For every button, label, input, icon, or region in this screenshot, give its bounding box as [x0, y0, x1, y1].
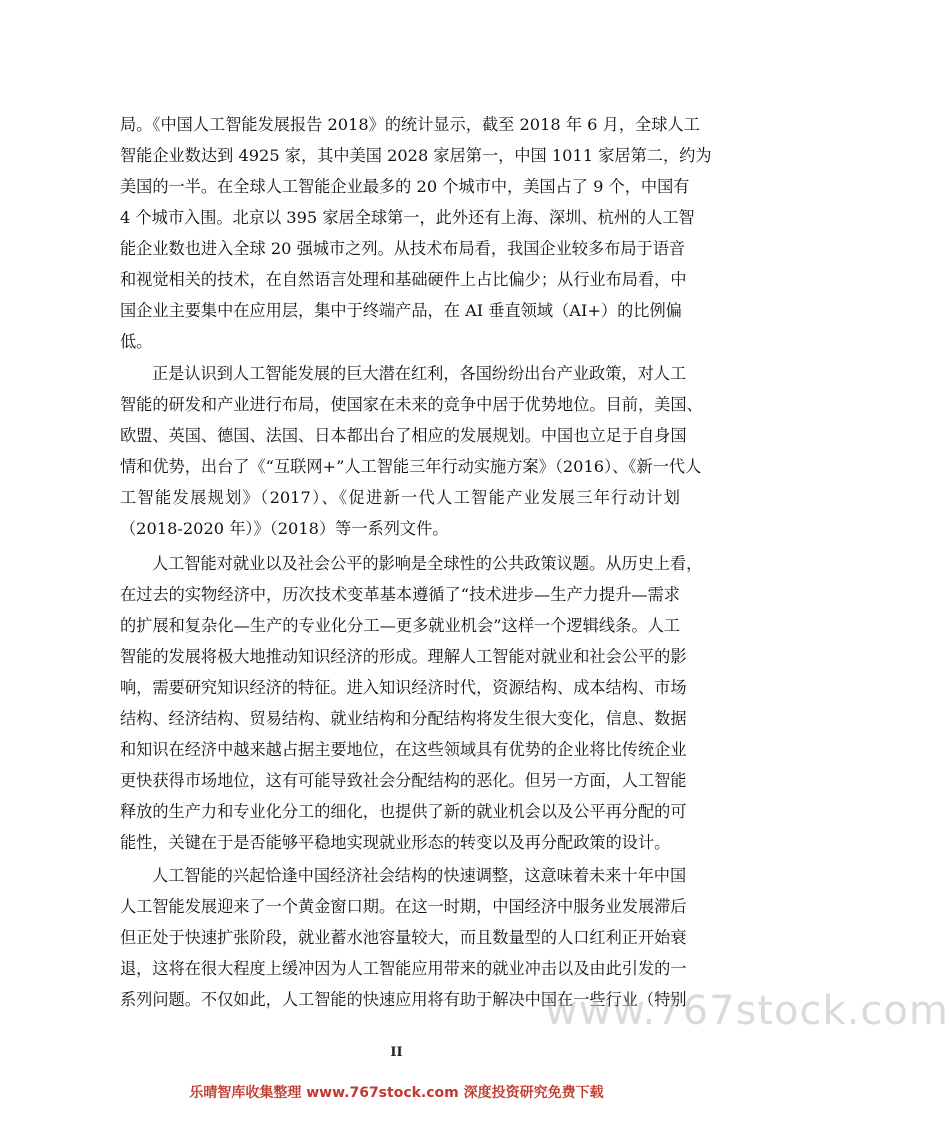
paragraph-line: 和知识在经济中越来越占据主要地位，在这些领域具有优势的企业将比传统企业	[120, 740, 687, 759]
paragraph-line: 但正处于快速扩张阶段，就业蓄水池容量较大，而且数量型的人口红利正开始衰	[120, 928, 687, 947]
paragraph-line: 智能的发展将极大地推动知识经济的形成。理解人工智能对就业和社会公平的影	[120, 647, 687, 666]
paragraph-line: 人工智能的兴起恰逢中国经济社会结构的快速调整，这意味着未来十年中国	[152, 866, 687, 885]
paragraph-line: 低。	[120, 332, 153, 351]
paragraph-line: 更快获得市场地位，这有可能导致社会分配结构的恶化。但另一方面，人工智能	[120, 771, 687, 790]
paragraph-line: 国企业主要集中在应用层，集中于终端产品，在 AI 垂直领域（AI+）的比例偏	[120, 301, 682, 320]
paragraph-line: 系列问题。不仅如此，人工智能的快速应用将有助于解决中国在一些行业（特别	[120, 990, 687, 1009]
paragraph-line: 在过去的实物经济中，历次技术变革基本遵循了“技术进步—生产力提升—需求	[120, 585, 680, 604]
paragraph-line: 响，需要研究知识经济的特征。进入知识经济时代，资源结构、成本结构、市场	[120, 678, 687, 697]
paragraph-line: 工智能发展规划》（2017）、《促进新一代人工智能产业发展三年行动计划	[120, 488, 680, 507]
paragraph-line: （2018-2020 年）》（2018）等一系列文件。	[120, 519, 449, 538]
paragraph-line: 智能的研发和产业进行布局，使国家在未来的竞争中居于优势地位。目前，美国、	[120, 395, 703, 414]
paragraph-line: 人工智能对就业以及社会公平的影响是全球性的公共政策议题。从历史上看，	[152, 554, 703, 573]
watermark: www.767stock.com	[545, 988, 949, 1034]
paragraph-line: 局。《中国人工智能发展报告 2018》的统计显示，截至 2018 年 6 月，全球人工	[120, 115, 700, 134]
footer-left-text: 乐晴智库收集整理	[189, 1085, 302, 1101]
paragraph-line: 智能企业数达到 4925 家，其中美国 2028 家居第一，中国 1011 家居第二，约为	[120, 146, 712, 165]
page-number: II	[390, 1045, 403, 1060]
paragraph-line: 结构、经济结构、贸易结构、就业结构和分配结构将发生很大变化，信息、数据	[120, 709, 687, 728]
paragraph-line: 和视觉相关的技术，在自然语言处理和基础硬件上占比偏少；从行业布局看，中	[120, 270, 687, 289]
paragraph-line: 美国的一半。在全球人工智能企业最多的 20 个城市中，美国占了 9 个，中国有	[120, 177, 690, 196]
paragraph-line: 4 个城市入围。北京以 395 家居全球第一，此外还有上海、深圳、杭州的人工智	[120, 208, 695, 227]
paragraph-line: 情和优势，出台了《“互联网+”人工智能三年行动实施方案》（2016）、《新一代人	[120, 457, 702, 476]
paragraph-line: 能企业数也进入全球 20 强城市之列。从技术布局看，我国企业较多布局于语音	[120, 239, 686, 258]
paragraph-line: 退，这将在很大程度上缓冲因为人工智能应用带来的就业冲击以及由此引发的一	[120, 959, 687, 978]
paragraph-line: 欧盟、英国、德国、法国、日本都出台了相应的发展规划。中国也立足于自身国	[120, 426, 687, 445]
footer-url-link[interactable]: www.767stock.com	[306, 1085, 459, 1101]
footer-banner	[0, 1082, 793, 1102]
paragraph-line: 正是认识到人工智能发展的巨大潜在红利，各国纷纷出台产业政策，对人工	[152, 364, 687, 383]
paragraph-line: 的扩展和复杂化—生产的专业化分工—更多就业机会”这样一个逻辑线条。人工	[120, 616, 680, 635]
paragraph-line: 能性，关键在于是否能够平稳地实现就业形态的转变以及再分配政策的设计。	[120, 833, 671, 852]
footer-right-text: 深度投资研究免费下载	[463, 1085, 604, 1101]
paragraph-line: 人工智能发展迎来了一个黄金窗口期。在这一时期，中国经济中服务业发展滞后	[120, 897, 687, 916]
paragraph-line: 释放的生产力和专业化分工的细化，也提供了新的就业机会以及公平再分配的可	[120, 802, 687, 821]
